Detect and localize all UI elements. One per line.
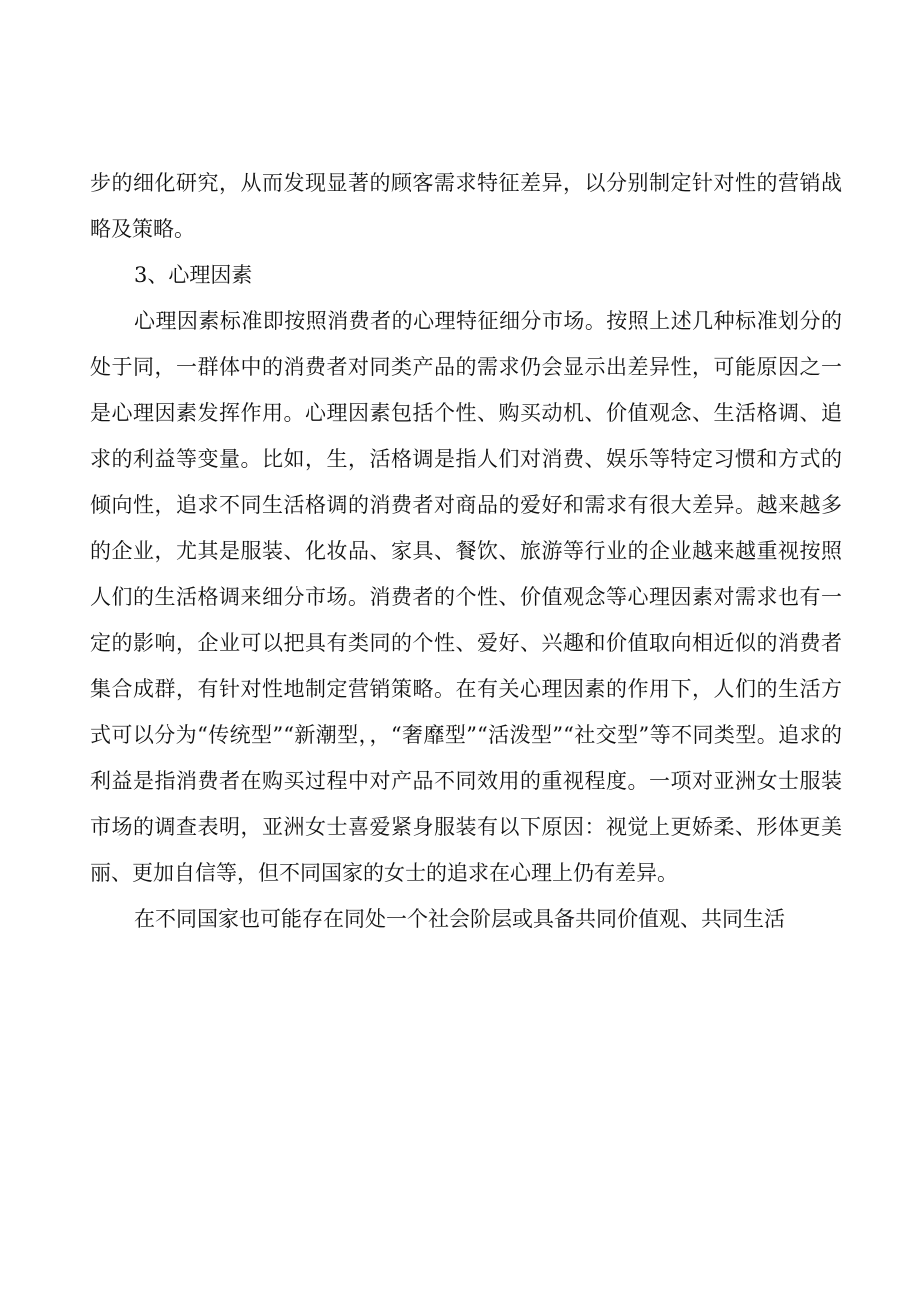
paragraph-continuation: 步的细化研究，从而发现显著的顾客需求特征差异，以分别制定针对性的营销战略及策略。 — [90, 171, 842, 241]
document-body — [90, 160, 842, 942]
section-heading: 3、心理因素 — [134, 263, 253, 287]
paragraph-psychological-factors: 心理因素标准即按照消费者的心理特征细分市场。按照上述几种标准划分的处于同，一群体中的消费者对同类产品的需求仍会显示出差异性，可能原因之一是心理因素发挥作用。心理因素包括个性、购买动机、价值观念、生活格调、追求的利益等变量。比如，生，活格调是指人们对消费、娱乐等特定习惯和方式的倾向性，追求不同生活格调的消费者对商品的爱好和需求有很大差异。越来越多的企业，尤其是服装、化妆品、家具、餐饮、旅游等行业的企业越来越重视按照人们的生活格调来细分市场。消费者的个性、价值观念等心理因素对需求也有一定的影响，企业可以把具有类同的个性、爱好、兴趣和价值取向相近似的消费者集合成群，有针对性地制定营销策略。在有关心理因素的作用下，人们的生活方式可以分为“传统型”“新潮型，，“奢靡型”“活泼型”“社交型”等不同类型。追求的利益是指消费者在购买过程中对产品不同效用的重视程度。一项对亚洲女士服装市场的调查表明，亚洲女士喜爱紧身服装有以下原因：视觉上更娇柔、形体更美丽、更加自信等，但不同国家的女士的追求在心理上仍有差异。 — [90, 309, 842, 885]
paragraph-different-countries: 在不同国家也可能存在同处一个社会阶层或具备共同价值观、共同生活 — [134, 907, 785, 931]
